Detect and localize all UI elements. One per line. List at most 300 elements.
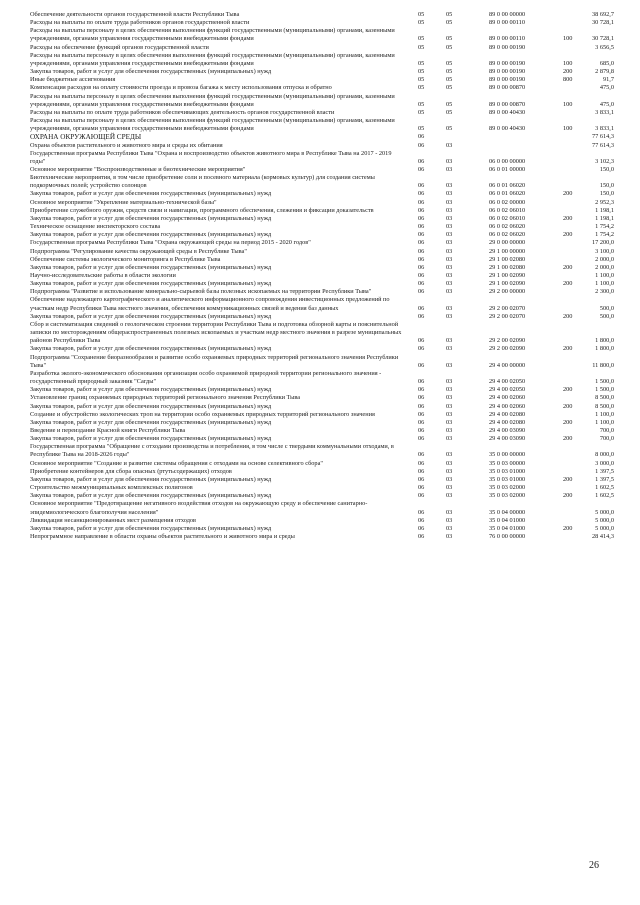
target-article-code: 06 0 02 00000 bbox=[489, 198, 526, 206]
subsection-code: 03 bbox=[446, 467, 453, 475]
table-row bbox=[30, 460, 614, 468]
section-code: 06 bbox=[418, 386, 425, 394]
expense-type-code: 100 bbox=[563, 100, 573, 108]
table-row bbox=[30, 199, 614, 207]
section-code: 06 bbox=[418, 190, 425, 198]
amount: 1 100,0 bbox=[595, 410, 614, 418]
subsection-code: 03 bbox=[446, 337, 453, 345]
subsection-code: 03 bbox=[446, 492, 453, 500]
row-name: Расходы на обеспечение функций органов государственной власти bbox=[30, 43, 209, 51]
amount: 1 500,0 bbox=[595, 378, 614, 386]
row-name: Закупка товаров, работ и услуг для обеспечения государственных (муниципальных) нужд bbox=[30, 345, 272, 353]
table-row bbox=[30, 190, 614, 198]
target-article-code: 76 0 00 00000 bbox=[489, 533, 526, 540]
subsection-code: 03 bbox=[446, 198, 453, 206]
amount: 685,0 bbox=[599, 59, 614, 67]
row-name: Закупка товаров, работ и услуг для обеспечения государственных (муниципальных) нужд bbox=[30, 214, 272, 222]
expense-type-code: 200 bbox=[563, 492, 573, 500]
amount: 1 100,0 bbox=[595, 272, 614, 279]
amount: 1 397,5 bbox=[595, 475, 614, 483]
subsection-code: 03 bbox=[446, 141, 453, 149]
row-name: Закупка товаров, работ и услуг для обеспечения государственных (муниципальных) нужд bbox=[30, 312, 272, 320]
amount: 475,0 bbox=[599, 100, 614, 108]
subsection-code: 03 bbox=[446, 263, 453, 271]
section-code: 06 bbox=[418, 378, 425, 386]
amount: 475,0 bbox=[599, 84, 614, 92]
row-name: Основное мероприятие "Укрепление материально-технической базы" bbox=[30, 198, 217, 206]
target-article-code: 29 4 00 03090 bbox=[489, 435, 526, 443]
row-name: Расходы на выплаты персоналу в целях обеспечения выполнения функций государственными (муниципальными) органами, казенными учреждениями, органами управления государственными внебюджетными фондами bbox=[30, 117, 395, 133]
section-code: 06 bbox=[418, 402, 425, 410]
row-name: Компенсация расходов на оплату стоимости проезда и провоза багажа к месту использования отпуска и обратно bbox=[30, 84, 332, 92]
subsection-code: 03 bbox=[446, 533, 453, 540]
row-name: Государственная программа Республики Тыва "Охрана окружающей среды на период 2015 - 2020 годов" bbox=[30, 239, 311, 247]
target-article-code: 35 0 04 00000 bbox=[489, 508, 526, 516]
amount: 30 728,1 bbox=[591, 19, 614, 27]
target-article-code: 29 1 00 02090 bbox=[489, 280, 526, 288]
row-name: Ликвидация несанкционированных мест размещения отходов bbox=[30, 516, 197, 524]
section-code: 06 bbox=[418, 435, 425, 443]
target-article-code: 35 0 00 00000 bbox=[489, 451, 526, 459]
target-article-code: 89 0 00 00870 bbox=[489, 84, 526, 92]
target-article-code: 06 0 01 00000 bbox=[489, 165, 526, 173]
subsection-code: 05 bbox=[446, 84, 453, 92]
table-row bbox=[30, 345, 614, 353]
target-article-code: 89 0 00 00870 bbox=[489, 100, 526, 108]
table-row bbox=[30, 19, 614, 27]
section-code: 06 bbox=[418, 223, 425, 231]
target-article-code: 89 0 00 00190 bbox=[489, 76, 526, 84]
subsection-code: 03 bbox=[446, 288, 453, 296]
table-row bbox=[30, 44, 614, 52]
subsection-code: 03 bbox=[446, 345, 453, 353]
row-name: Закупка товаров, работ и услуг для обеспечения государственных (муниципальных) нужд bbox=[30, 418, 272, 426]
row-name: Государственная программа "Обращение с отходами производства и потребления, в том числе с твердыми коммунальными отходами, в Республике Тыва на 2018-2026 годы" bbox=[30, 443, 394, 459]
amount: 1 100,0 bbox=[595, 418, 614, 426]
target-article-code: 89 0 00 40430 bbox=[489, 108, 526, 116]
subsection-code: 03 bbox=[446, 239, 453, 247]
section-code: 05 bbox=[418, 125, 425, 133]
table-row bbox=[30, 427, 614, 435]
expense-type-code: 200 bbox=[563, 524, 573, 532]
amount: 1 754,2 bbox=[595, 223, 614, 231]
subsection-code: 03 bbox=[446, 386, 453, 394]
target-article-code: 29 4 00 02060 bbox=[489, 394, 526, 402]
target-article-code: 89 0 00 00110 bbox=[489, 35, 525, 43]
subsection-code: 03 bbox=[446, 484, 453, 492]
subsection-code: 05 bbox=[446, 100, 453, 108]
target-article-code: 89 0 00 00190 bbox=[489, 59, 526, 67]
page-number: 26 bbox=[589, 860, 599, 871]
table-row bbox=[30, 239, 614, 247]
amount: 77 614,3 bbox=[591, 133, 614, 141]
target-article-code: 06 0 02 06020 bbox=[489, 231, 526, 239]
subsection-code: 03 bbox=[446, 255, 453, 263]
table-row bbox=[30, 68, 614, 76]
section-code: 06 bbox=[418, 304, 425, 312]
section-code: 06 bbox=[418, 280, 425, 288]
target-article-code: 89 0 00 00190 bbox=[489, 43, 526, 51]
section-code: 06 bbox=[418, 312, 425, 320]
target-article-code: 89 0 00 00000 bbox=[489, 11, 526, 18]
amount: 1 198,1 bbox=[595, 214, 614, 222]
subsection-code: 03 bbox=[446, 394, 453, 402]
table-row bbox=[30, 313, 614, 321]
target-article-code: 35 0 03 01000 bbox=[489, 475, 526, 483]
amount: 8 500,0 bbox=[595, 394, 614, 402]
amount: 5 000,0 bbox=[595, 524, 614, 532]
row-name: Создание и обустройство экологических троп на территории особо охраняемых природных территорий регионального значения bbox=[30, 410, 375, 418]
subsection-code: 03 bbox=[446, 223, 453, 231]
section-code: 06 bbox=[418, 255, 425, 263]
row-name: Подпрограмма "Сохранение биоразнообразия и развитие особо охраняемых природных территорий регионального значения Республики Тыва" bbox=[30, 353, 399, 369]
table-row bbox=[30, 386, 614, 394]
row-name: Расходы на выплаты по оплате труда работников органов государственной власти bbox=[30, 19, 250, 27]
subsection-code: 03 bbox=[446, 157, 453, 165]
table-row bbox=[30, 394, 614, 402]
amount: 3 000,0 bbox=[595, 459, 614, 467]
section-code: 06 bbox=[418, 361, 425, 369]
amount: 700,0 bbox=[599, 435, 614, 443]
target-article-code: 06 0 02 06020 bbox=[489, 223, 526, 231]
row-name: Государственная программа Республики Тыва "Охрана и воспроизводство объектов животного мира в Республике Тыва на 2017 - 2019 годы" bbox=[30, 149, 392, 165]
amount: 11 800,0 bbox=[592, 361, 614, 369]
table-row bbox=[30, 166, 614, 174]
row-name: Расходы на выплаты персоналу в целях обеспечения выполнения функций государственными (муниципальными) органами, казенными учреждениями, органами управления государственными внебюджетными фондами bbox=[30, 51, 395, 67]
section-code: 06 bbox=[418, 492, 425, 500]
expense-type-code: 200 bbox=[563, 312, 573, 320]
amount: 2 000,0 bbox=[595, 263, 614, 271]
target-article-code: 89 0 00 40430 bbox=[489, 125, 526, 133]
section-code: 06 bbox=[418, 418, 425, 426]
row-name: Иные бюджетные ассигнования bbox=[30, 76, 116, 84]
subsection-code: 03 bbox=[446, 206, 453, 214]
target-article-code: 06 0 01 06020 bbox=[489, 190, 526, 198]
amount: 3 656,5 bbox=[595, 43, 614, 51]
table-row bbox=[30, 27, 614, 43]
subsection-code: 03 bbox=[446, 426, 453, 434]
section-code: 06 bbox=[418, 247, 425, 255]
row-name: Разработка эколого-экономического обоснования организации особо охраняемой природной территории регионального значения - государственный природный заказник "Сагды" bbox=[30, 369, 382, 386]
table-row bbox=[30, 517, 614, 525]
section-code: 06 bbox=[418, 141, 425, 149]
subsection-code: 03 bbox=[446, 435, 453, 443]
row-name: Подпрограмма "Регулирование качества окружающей среды в Республике Тыва" bbox=[30, 247, 247, 255]
subsection-code: 05 bbox=[446, 68, 453, 76]
target-article-code: 29 2 00 02090 bbox=[489, 337, 526, 345]
row-name: Расходы на выплаты персоналу в целях обеспечения выполнения функций государственными (муниципальными) органами, казенными учреждениями, органами управления государственными внебюджетными фондами bbox=[30, 27, 395, 43]
row-name: Закупка товаров, работ и услуг для обеспечения государственных (муниципальных) нужд bbox=[30, 231, 272, 239]
amount: 38 692,7 bbox=[591, 11, 614, 18]
row-name: Закупка товаров, работ и услуг для обеспечения государственных (муниципальных) нужд bbox=[30, 435, 272, 443]
row-name: Научно-исследовательские работы в области экологии bbox=[30, 272, 176, 279]
section-code: 06 bbox=[418, 345, 425, 353]
expense-type-code: 200 bbox=[563, 402, 573, 410]
amount: 1 602,5 bbox=[595, 492, 614, 500]
row-name: Закупка товаров, работ и услуг для обеспечения государственных (муниципальных) нужд bbox=[30, 263, 272, 271]
section-code: 06 bbox=[418, 508, 425, 516]
row-name: Закупка товаров, работ и услуг для обеспечения государственных (муниципальных) нужд bbox=[30, 68, 272, 76]
table-row bbox=[30, 500, 614, 516]
table-row bbox=[30, 321, 614, 345]
amount: 3 833,1 bbox=[595, 108, 614, 116]
amount: 150,0 bbox=[599, 165, 614, 173]
amount: 1 397,5 bbox=[595, 467, 614, 475]
amount: 1 800,0 bbox=[595, 345, 614, 353]
row-name: Закупка товаров, работ и услуг для обеспечения государственных (муниципальных) нужд bbox=[30, 492, 272, 500]
target-article-code: 29 4 00 02080 bbox=[489, 410, 526, 418]
table-row bbox=[30, 248, 614, 256]
target-article-code: 89 0 00 00110 bbox=[489, 19, 525, 27]
section-code: 06 bbox=[418, 272, 425, 279]
amount: 3 100,0 bbox=[595, 247, 614, 255]
table-row bbox=[30, 403, 614, 411]
row-name: Установление границ охраняемых природных территорий регионального значения Республики Тыва bbox=[30, 394, 301, 402]
expense-type-code: 100 bbox=[563, 35, 573, 43]
row-name: Обеспечение системы экологического мониторинга в Республике Тыва bbox=[30, 255, 221, 263]
row-name: Охрана объектов растительного и животного мира и среды их обитания bbox=[30, 141, 223, 149]
section-code: 05 bbox=[418, 35, 425, 43]
subsection-code: 03 bbox=[446, 312, 453, 320]
subsection-code: 05 bbox=[446, 43, 453, 51]
section-code: 06 bbox=[418, 206, 425, 214]
table-row bbox=[30, 133, 614, 141]
amount: 2 300,0 bbox=[595, 288, 614, 296]
table-row bbox=[30, 93, 614, 109]
table-row bbox=[30, 443, 614, 459]
section-code: 06 bbox=[418, 451, 425, 459]
table-row bbox=[30, 476, 614, 484]
table-row bbox=[30, 223, 614, 231]
section-code: 06 bbox=[418, 475, 425, 483]
section-code: 06 bbox=[418, 214, 425, 222]
section-code: 06 bbox=[418, 533, 425, 540]
table-row bbox=[30, 231, 614, 239]
subsection-code: 03 bbox=[446, 247, 453, 255]
subsection-code: 05 bbox=[446, 59, 453, 67]
subsection-code: 03 bbox=[446, 190, 453, 198]
row-name: Закупка товаров, работ и услуг для обеспечения государственных (муниципальных) нужд bbox=[30, 280, 272, 288]
section-code: 05 bbox=[418, 108, 425, 116]
section-code: 06 bbox=[418, 394, 425, 402]
amount: 17 200,0 bbox=[591, 239, 614, 247]
amount: 1 500,0 bbox=[595, 386, 614, 394]
expense-type-code: 200 bbox=[563, 435, 573, 443]
row-name: Приобретение служебного оружия, средств связи и навигации, программного обеспечения, слежения и фиксации доказательств bbox=[30, 206, 374, 214]
row-name: Основное мероприятие "Воспроизводственные и биотехнические мероприятия" bbox=[30, 165, 246, 173]
target-article-code: 35 0 04 01000 bbox=[489, 516, 526, 524]
section-code: 06 bbox=[418, 198, 425, 206]
section-code: 06 bbox=[418, 182, 425, 190]
table-row bbox=[30, 411, 614, 419]
subsection-code: 03 bbox=[446, 459, 453, 467]
table-row bbox=[30, 117, 614, 133]
row-name: Биотехнические мероприятия, в том числе приобретение соли и посевного материала (кормовых культур) для создания системы подкормочных полей; устройство солонцов bbox=[30, 174, 375, 190]
section-code: 05 bbox=[418, 59, 425, 67]
subsection-code: 05 bbox=[446, 108, 453, 116]
section-code: 05 bbox=[418, 76, 425, 84]
target-article-code: 29 1 00 02090 bbox=[489, 272, 526, 279]
row-name: Расходы на выплаты по оплате труда работников обеспечивающих деятельность органов государственной власти bbox=[30, 108, 335, 116]
table-row bbox=[30, 150, 614, 166]
subsection-code: 03 bbox=[446, 272, 453, 279]
subsection-code: 03 bbox=[446, 508, 453, 516]
table-row bbox=[30, 492, 614, 500]
target-article-code: 06 0 02 06010 bbox=[489, 214, 526, 222]
table-row bbox=[30, 288, 614, 296]
expense-type-code: 200 bbox=[563, 68, 573, 76]
subsection-code: 05 bbox=[446, 11, 453, 18]
row-name: Закупка товаров, работ и услуг для обеспечения государственных (муниципальных) нужд bbox=[30, 402, 272, 410]
row-name: Закупка товаров, работ и услуг для обеспечения государственных (муниципальных) нужд bbox=[30, 475, 272, 483]
amount: 5 000,0 bbox=[595, 508, 614, 516]
section-code: 05 bbox=[418, 43, 425, 51]
subsection-code: 03 bbox=[446, 475, 453, 483]
section-code: 06 bbox=[418, 288, 425, 296]
target-article-code: 29 4 00 03090 bbox=[489, 426, 526, 434]
amount: 500,0 bbox=[599, 304, 614, 312]
subsection-code: 03 bbox=[446, 361, 453, 369]
target-article-code: 29 4 00 02050 bbox=[489, 386, 526, 394]
subsection-code: 03 bbox=[446, 402, 453, 410]
expense-type-code: 200 bbox=[563, 214, 573, 222]
expense-type-code: 200 bbox=[563, 231, 573, 239]
amount: 3 102,3 bbox=[595, 157, 614, 165]
table-row bbox=[30, 419, 614, 427]
table-row bbox=[30, 354, 614, 370]
row-name: ОХРАНА ОКРУЖАЮЩЕЙ СРЕДЫ bbox=[30, 133, 142, 142]
target-article-code: 29 2 00 02070 bbox=[489, 304, 526, 312]
expense-type-code: 200 bbox=[563, 190, 573, 198]
target-article-code: 29 4 00 02050 bbox=[489, 378, 526, 386]
row-name: Строительство межмуниципальных комплексных полигонов bbox=[30, 484, 193, 492]
row-name: Основное мероприятие "Создание и развитие системы обращения с отходами на основе селективного сбора" bbox=[30, 459, 323, 467]
expense-type-code: 100 bbox=[563, 59, 573, 67]
subsection-code: 05 bbox=[446, 35, 453, 43]
subsection-code: 03 bbox=[446, 280, 453, 288]
table-row bbox=[30, 533, 614, 541]
target-article-code: 35 0 03 01000 bbox=[489, 467, 526, 475]
target-article-code: 29 4 00 02080 bbox=[489, 418, 526, 426]
target-article-code: 06 0 02 06010 bbox=[489, 206, 526, 214]
table-row bbox=[30, 525, 614, 533]
section-code: 06 bbox=[418, 239, 425, 247]
subsection-code: 03 bbox=[446, 451, 453, 459]
amount: 150,0 bbox=[599, 190, 614, 198]
target-article-code: 29 2 00 02090 bbox=[489, 345, 526, 353]
section-code: 06 bbox=[418, 516, 425, 524]
row-name: Закупка товаров, работ и услуг для обеспечения государственных (муниципальных) нужд bbox=[30, 524, 272, 532]
amount: 2 000,0 bbox=[595, 255, 614, 263]
expense-type-code: 200 bbox=[563, 475, 573, 483]
row-name: Введение и переиздание Красной книги Республики Тыва bbox=[30, 426, 186, 434]
expense-type-code: 200 bbox=[563, 418, 573, 426]
subsection-code: 03 bbox=[446, 304, 453, 312]
amount: 2 879,8 bbox=[595, 68, 614, 76]
section-code: 06 bbox=[418, 157, 425, 165]
target-article-code: 35 0 03 02000 bbox=[489, 492, 526, 500]
row-name: Техническое оснащение инспекторского состава bbox=[30, 223, 161, 231]
expense-type-code: 200 bbox=[563, 345, 573, 353]
amount: 1 100,0 bbox=[595, 280, 614, 288]
amount: 1 198,1 bbox=[595, 206, 614, 214]
amount: 2 952,3 bbox=[595, 198, 614, 206]
table-row bbox=[30, 11, 614, 19]
target-article-code: 29 4 00 00000 bbox=[489, 361, 526, 369]
amount: 8 500,0 bbox=[595, 402, 614, 410]
amount: 3 833,1 bbox=[595, 125, 614, 133]
table-row bbox=[30, 174, 614, 190]
amount: 150,0 bbox=[599, 182, 614, 190]
target-article-code: 29 4 00 02060 bbox=[489, 402, 526, 410]
expense-type-code: 800 bbox=[563, 76, 573, 84]
row-name: Основное мероприятие "Предотвращение негативного воздействия отходов на окружающую среду и обеспечение санитарно-эпидемиологического благополучия населения" bbox=[30, 500, 368, 516]
section-code: 05 bbox=[418, 100, 425, 108]
section-code: 06 bbox=[418, 133, 425, 141]
section-code: 06 bbox=[418, 524, 425, 532]
amount: 28 414,3 bbox=[591, 533, 614, 540]
table-row bbox=[30, 215, 614, 223]
row-name: Непрограммное направление в области охраны объектов растительного и животного мира и среды bbox=[30, 533, 295, 540]
section-code: 06 bbox=[418, 337, 425, 345]
table-row bbox=[30, 109, 614, 117]
subsection-code: 03 bbox=[446, 516, 453, 524]
expense-type-code: 200 bbox=[563, 263, 573, 271]
section-code: 06 bbox=[418, 410, 425, 418]
amount: 30 728,1 bbox=[591, 35, 614, 43]
amount: 1 800,0 bbox=[595, 337, 614, 345]
target-article-code: 35 0 03 00000 bbox=[489, 459, 526, 467]
subsection-code: 05 bbox=[446, 19, 453, 27]
subsection-code: 03 bbox=[446, 410, 453, 418]
target-article-code: 29 2 00 00000 bbox=[489, 288, 526, 296]
amount: 500,0 bbox=[599, 312, 614, 320]
amount: 1 754,2 bbox=[595, 231, 614, 239]
row-name: Обеспечение надлежащего картографического и аналитического информационного сопровождения инвестиционных предложений по участкам недр Республики Тыва местного значения, обеспечения коммуникационных связей и ведения баз данных bbox=[30, 296, 390, 312]
table-row bbox=[30, 272, 614, 280]
table-row bbox=[30, 468, 614, 476]
section-code: 06 bbox=[418, 165, 425, 173]
table-row bbox=[30, 280, 614, 288]
subsection-code: 03 bbox=[446, 165, 453, 173]
budget-table bbox=[30, 11, 614, 541]
row-name: Закупка товаров, работ и услуг для обеспечения государственных (муниципальных) нужд bbox=[30, 386, 272, 394]
table-row bbox=[30, 370, 614, 386]
table-row bbox=[30, 484, 614, 492]
table-row bbox=[30, 264, 614, 272]
section-code: 05 bbox=[418, 11, 425, 18]
subsection-code: 05 bbox=[446, 125, 453, 133]
expense-type-code: 200 bbox=[563, 386, 573, 394]
section-code: 05 bbox=[418, 19, 425, 27]
subsection-code: 03 bbox=[446, 231, 453, 239]
amount: 8 000,0 bbox=[595, 451, 614, 459]
subsection-code: 05 bbox=[446, 76, 453, 84]
amount: 91,7 bbox=[602, 76, 614, 84]
table-row bbox=[30, 207, 614, 215]
section-code: 05 bbox=[418, 84, 425, 92]
row-name: Обеспечение деятельности органов государственной власти Республики Тыва bbox=[30, 11, 240, 18]
target-article-code: 29 1 00 00000 bbox=[489, 247, 526, 255]
table-row bbox=[30, 142, 614, 150]
amount: 1 602,5 bbox=[595, 484, 614, 492]
section-code: 05 bbox=[418, 68, 425, 76]
target-article-code: 29 1 00 02080 bbox=[489, 255, 526, 263]
row-name: Закупка товаров, работ и услуг для обеспечения государственных (муниципальных) нужд bbox=[30, 190, 272, 198]
subsection-code: 03 bbox=[446, 524, 453, 532]
subsection-code: 03 bbox=[446, 214, 453, 222]
amount: 700,0 bbox=[599, 426, 614, 434]
